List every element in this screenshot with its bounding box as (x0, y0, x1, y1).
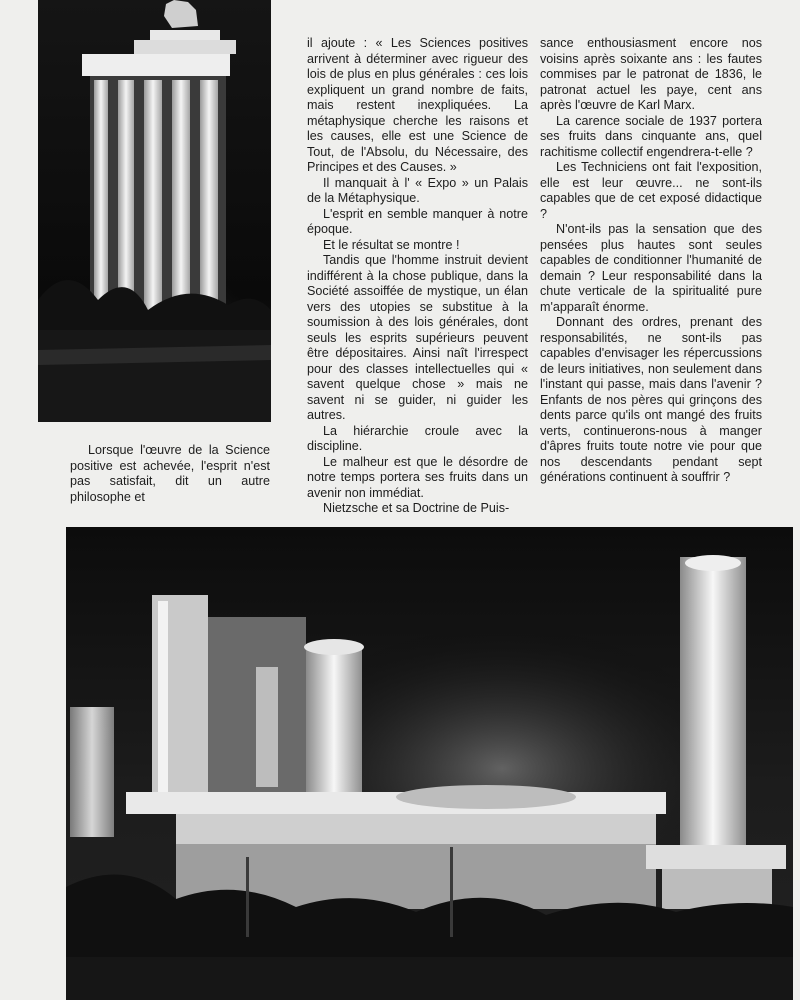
paragraph: Il manquait à l' « Expo » un Palais de la Métaphysique. (307, 175, 528, 205)
paragraph: La hiérarchie croule avec la discipline. (307, 423, 528, 453)
paragraph: sance enthousiasment encore nos voisins après soixante ans : les fautes commises par le patronat de 1836, le patronat actuel les paye, cent ans après l'œuvre de Karl Marx. (540, 36, 762, 112)
text-column-middle (307, 36, 528, 517)
paragraph: L'esprit en semble manquer à notre époque. (307, 206, 528, 236)
photo-illuminated-tower (38, 0, 271, 422)
paragraph: La carence sociale de 1937 portera ses fruits dans cinquante ans, quel rachitisme collectif engendrera-t-elle ? (540, 113, 762, 159)
paragraph: Les Techniciens ont fait l'exposition, elle est leur œuvre... ne sont-ils capables que de cet exposé didactique ? (540, 160, 762, 221)
photo-caption (70, 443, 270, 505)
paragraph: Donnant des ordres, prenant des responsabilités, ne sont-ils pas capables d'envisager les répercussions de leurs initiatives, non seulement dans l'instant qui passe, mais dans l'avenir ? Enfants de nos pères qui grinçons des dents parce qu'ils ont mangé des fruits verts, continuerons-nous à manger d'âpres fruits toute notre vie pour que nos descendants pendant sept générations continuent à souffrir ? (540, 315, 762, 484)
paragraph: Le malheur est que le désordre de notre temps portera ses fruits dans un avenir non immédiat. (307, 454, 528, 500)
caption-text: Lorsque l'œuvre de la Science positive est achevée, l'esprit n'est pas satisfait, dit un autre philosophe et (70, 443, 270, 504)
paragraph: Et le résultat se montre ! (323, 237, 460, 252)
tower-night-illustration (38, 0, 271, 422)
paragraph: Nietzsche et sa Doctrine de Puis- (323, 501, 510, 515)
text-column-right (540, 36, 762, 486)
photo-illuminated-pavilions (66, 527, 793, 1000)
pavilions-night-illustration (66, 527, 793, 1000)
paragraph: il ajoute : « Les Sciences positives arrivent à déterminer avec rigueur des lois de plus en plus générales : ces lois expliquent un grand nombre de faits, mais restent inexpliquées. La métaphysique cherche les raisons et les causes, elle est une Science de Tout, de l'Absolu, du Nécessaire, des Principes et des Causes. » (307, 36, 528, 174)
paragraph: N'ont-ils pas la sensation que des pensées plus hautes sont seules capables de conditionner l'humanité de demain ? Leur responsabilité dans la chute verticale de la spiritualité pure m'apparaît énorme. (540, 222, 762, 314)
paragraph: Tandis que l'homme instruit devient indifférent à la chose publique, dans la Société assoiffée de mystique, un élan vers des utopies se substitue à la soumission à des lois générales, dont seuls les esprits supérieurs peuvent être dépositaires. Ainsi naît l'irrespect pour des classes intellectuelles qui « savent quelque chose » mais ne savent ni se guider, ni guider les autres. (307, 253, 528, 422)
